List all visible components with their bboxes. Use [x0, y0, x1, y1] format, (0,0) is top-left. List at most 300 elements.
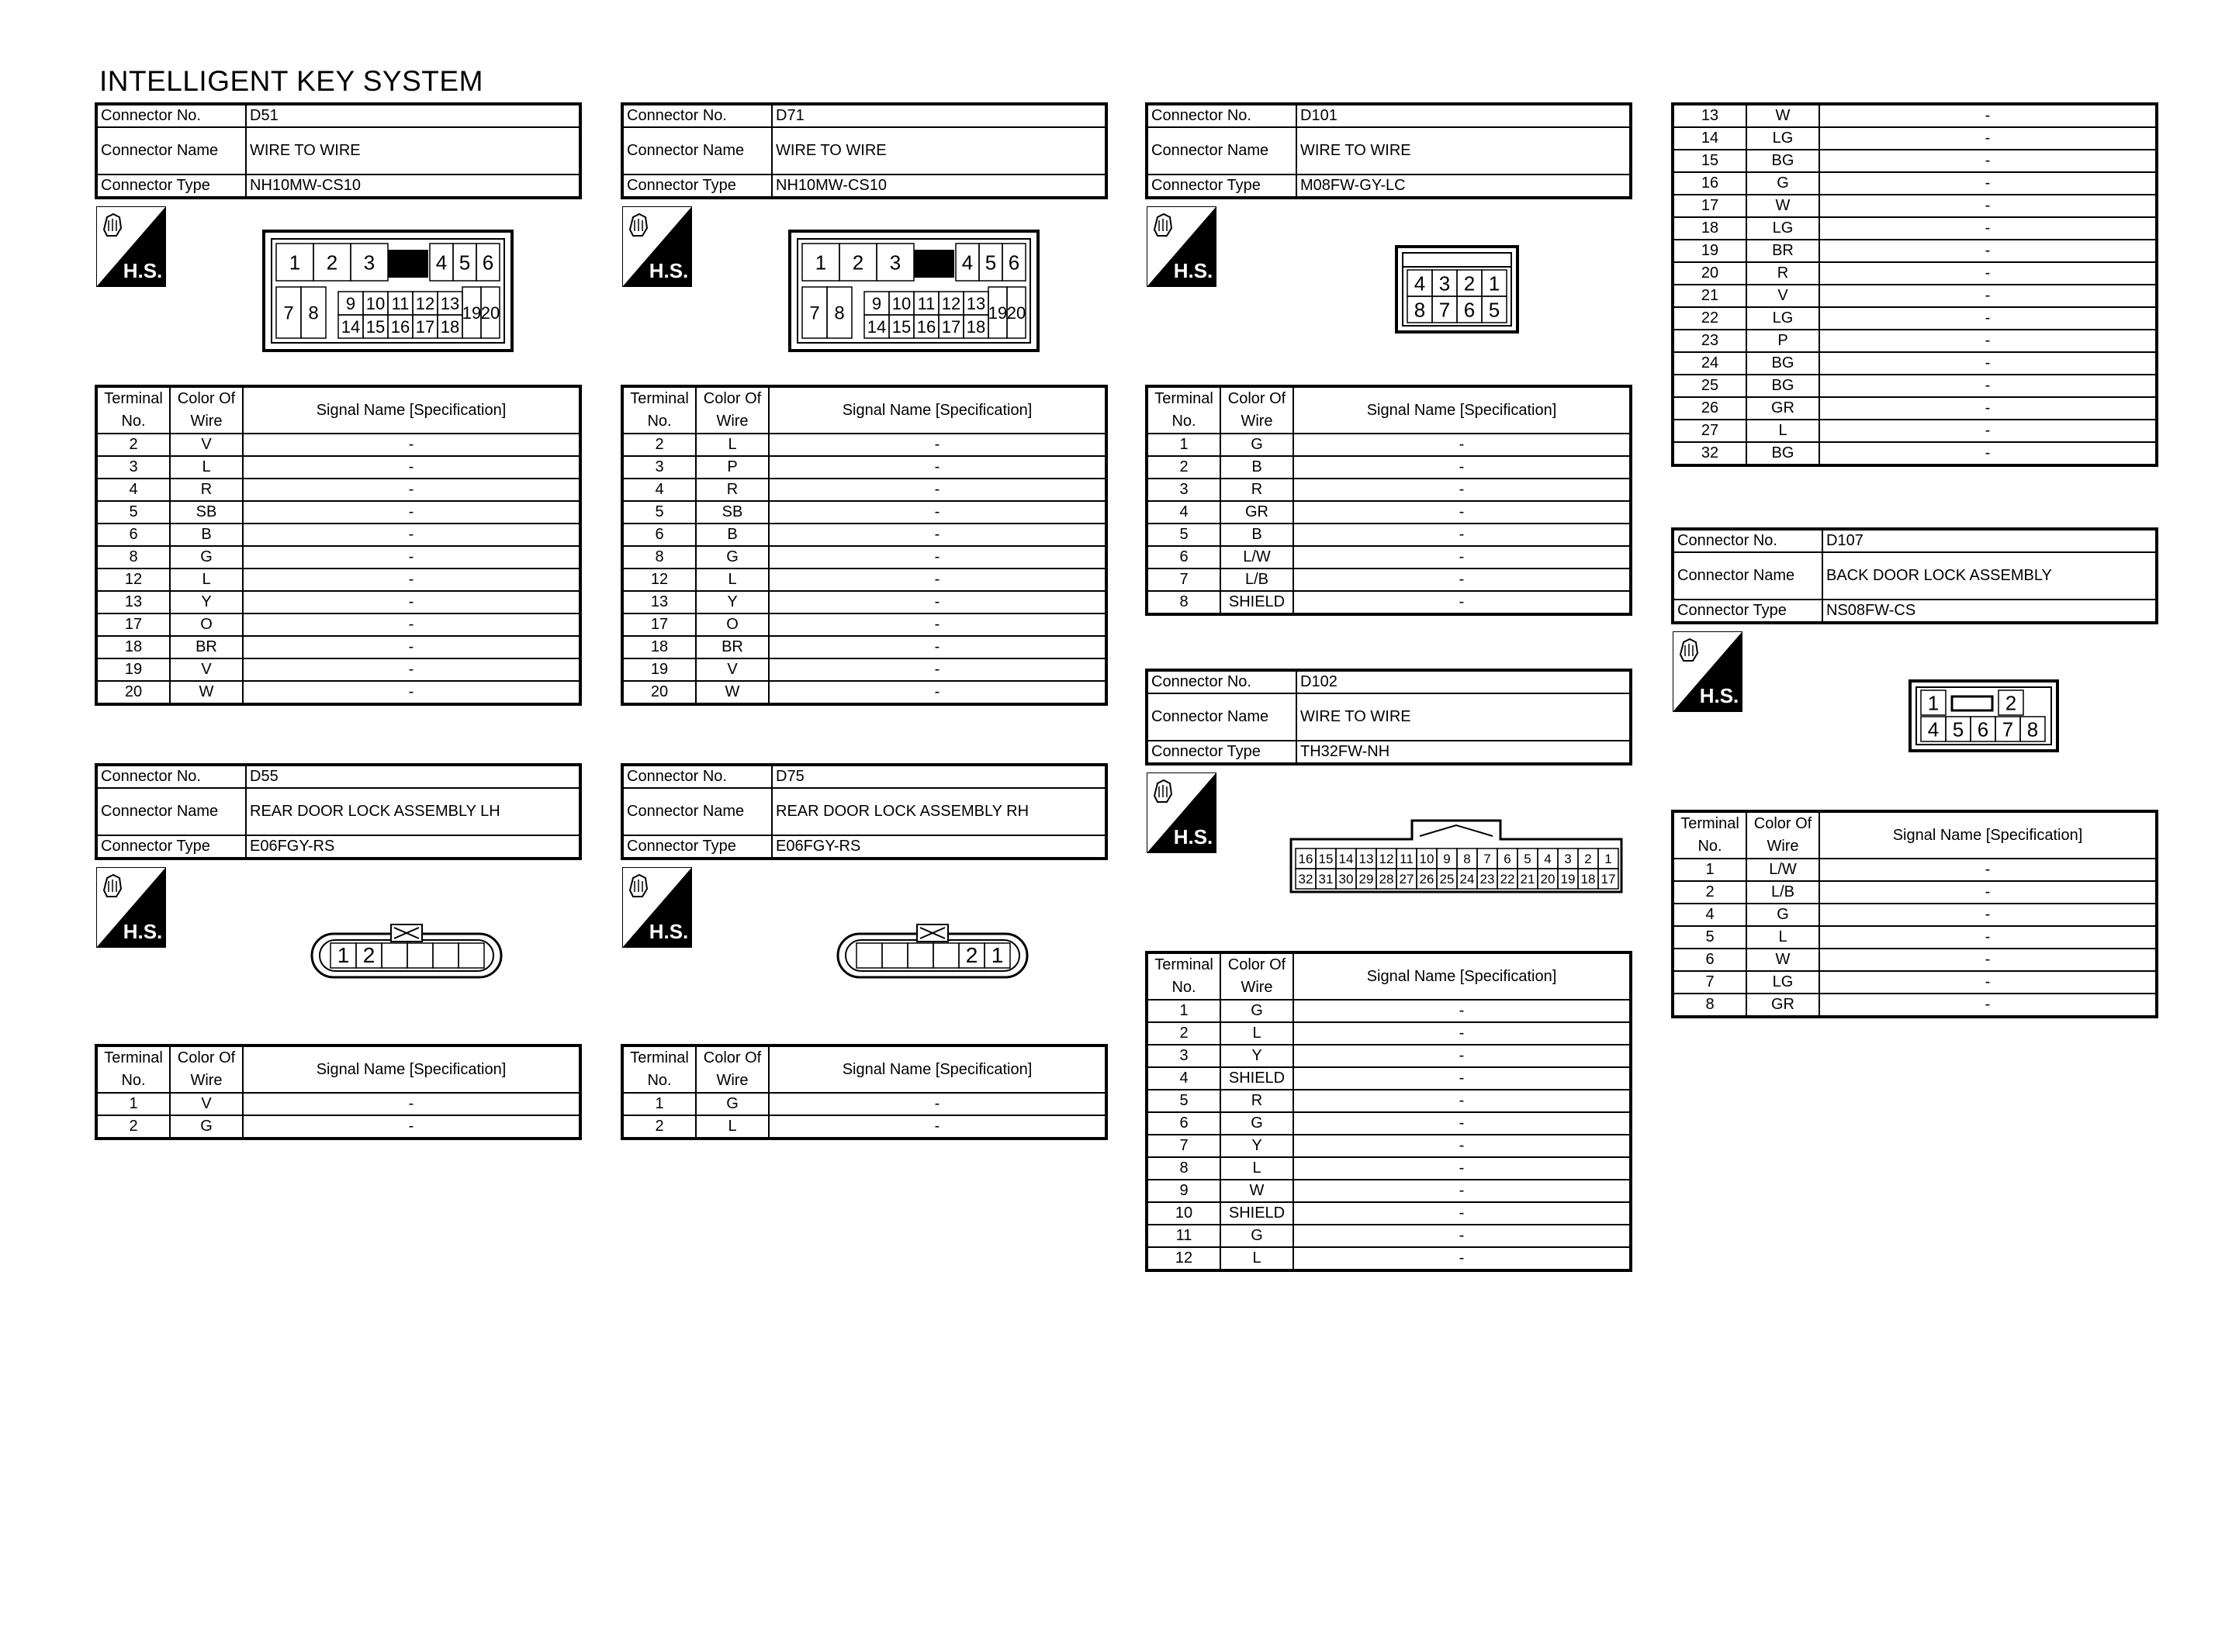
pin-number: 32 — [1298, 872, 1313, 887]
signal-cell: - — [1293, 434, 1631, 456]
signal-cell: - — [1819, 352, 2157, 375]
wire-color-cell: L — [696, 1115, 769, 1139]
wire-color-cell: GR — [1746, 397, 1819, 420]
wire-color-cell: L — [1220, 1022, 1293, 1045]
terminal-cell: 16 — [1673, 172, 1746, 195]
signal-cell: - — [1293, 1180, 1631, 1202]
table-row — [622, 546, 1106, 569]
terminal-cell: 6 — [1673, 949, 1746, 971]
wire-color-cell: B — [696, 524, 769, 546]
wire-color-cell: L — [1746, 926, 1819, 949]
signal-cell: - — [1819, 904, 2157, 926]
wire-color-cell: P — [696, 456, 769, 479]
table-row — [1673, 949, 2157, 971]
table-row — [96, 636, 580, 658]
pin-number: 7 — [809, 302, 820, 324]
pin-number: 16 — [390, 316, 410, 337]
terminal-table-d51 — [95, 385, 582, 706]
hs-label: H.S. — [649, 920, 689, 943]
signal-cell: - — [1819, 262, 2157, 285]
connector-no-label: Connector No. — [96, 104, 246, 127]
connector-info-d107 — [1671, 527, 2158, 624]
table-row — [1147, 479, 1631, 501]
wire-color-cell: L/W — [1746, 859, 1819, 881]
wire-color-cell: G — [696, 546, 769, 569]
signal-cell: - — [1293, 1135, 1631, 1157]
signal-cell: - — [1819, 240, 2157, 262]
signal-cell: - — [1819, 195, 2157, 217]
table-row — [622, 1093, 1106, 1115]
terminal-table-d101 — [1145, 385, 1632, 616]
signal-cell: - — [769, 1093, 1106, 1115]
connector-no-value: D71 — [772, 104, 1106, 127]
connector-type-value: NH10MW-CS10 — [772, 175, 1106, 198]
table-row — [622, 434, 1106, 456]
signal-cell: - — [1293, 1022, 1631, 1045]
pin-number: 2 — [362, 943, 375, 967]
table-row — [622, 681, 1106, 704]
pin-number: 5 — [459, 251, 471, 275]
pin-number: 9 — [345, 293, 356, 313]
hs-label: H.S. — [123, 920, 163, 943]
pin-number: 14 — [867, 316, 887, 337]
signal-header: Signal Name [Specification] — [1819, 811, 2157, 859]
wire-color-cell: L — [696, 569, 769, 591]
wire-color-cell: Y — [696, 591, 769, 613]
pin-number: 20 — [480, 302, 500, 323]
wire-color-cell: L/W — [1220, 546, 1293, 569]
wire-color-cell: W — [1746, 195, 1819, 217]
pin-number: 4 — [1927, 717, 1940, 741]
pin-number: 4 — [1544, 852, 1552, 867]
wire-color-cell: L — [696, 434, 769, 456]
table-row — [1147, 1067, 1631, 1090]
signal-cell: - — [243, 591, 580, 613]
pin-number: 12 — [415, 293, 435, 313]
table-row — [96, 569, 580, 591]
terminal-cell: 18 — [622, 636, 696, 658]
wire-color-cell: G — [1220, 434, 1293, 456]
connector-info-d101 — [1145, 102, 1632, 199]
signal-cell: - — [769, 1115, 1106, 1139]
terminal-cell: 27 — [1673, 420, 1746, 442]
color-header: Color Of Wire — [696, 386, 769, 434]
terminal-cell: 3 — [1147, 1045, 1220, 1067]
color-header: Color Of Wire — [696, 1045, 769, 1093]
signal-cell: - — [1819, 285, 2157, 307]
wire-color-cell: G — [170, 546, 243, 569]
signal-cell: - — [1293, 546, 1631, 569]
wire-color-cell: R — [1220, 1090, 1293, 1112]
terminal-table-d102 — [1145, 951, 1632, 1272]
wire-color-cell: GR — [1746, 994, 1819, 1017]
table-row — [1673, 262, 2157, 285]
connector-type-label: Connector Type — [1147, 175, 1296, 198]
terminal-cell: 20 — [1673, 262, 1746, 285]
signal-cell: - — [1819, 307, 2157, 330]
pin-number: 18 — [966, 316, 986, 337]
terminal-cell: 8 — [96, 546, 170, 569]
pin-number: 18 — [1580, 872, 1596, 887]
pin-number: 4 — [1414, 271, 1426, 295]
wire-color-cell: G — [170, 1115, 243, 1139]
terminal-cell: 13 — [622, 591, 696, 613]
pin-number: 10 — [891, 293, 912, 313]
signal-cell: - — [1293, 1112, 1631, 1135]
terminal-cell: 23 — [1673, 330, 1746, 352]
wire-color-cell: B — [1220, 524, 1293, 546]
table-row — [1147, 1135, 1631, 1157]
signal-cell: - — [769, 501, 1106, 524]
signal-cell: - — [769, 479, 1106, 501]
table-row — [96, 591, 580, 613]
terminal-cell: 2 — [622, 434, 696, 456]
key-block — [388, 250, 428, 278]
pin-number: 20 — [1540, 872, 1556, 887]
signal-header: Signal Name [Specification] — [1293, 952, 1631, 1000]
pin-number: 6 — [1504, 852, 1511, 867]
pin-number: 8 — [308, 302, 319, 324]
connector-name-value: WIRE TO WIRE — [1296, 693, 1631, 741]
table-row — [96, 1093, 580, 1115]
pin-number: 2 — [1584, 852, 1592, 867]
wire-color-cell: L/B — [1220, 569, 1293, 591]
harness-side-icon — [1147, 206, 1216, 287]
wire-color-cell: W — [1220, 1180, 1293, 1202]
table-row — [1673, 971, 2157, 994]
terminal-cell: 4 — [1147, 1067, 1220, 1090]
terminal-cell: 9 — [1147, 1180, 1220, 1202]
terminal-cell: 6 — [1147, 1112, 1220, 1135]
wire-color-cell: SHIELD — [1220, 591, 1293, 614]
connector-info-d55 — [95, 763, 582, 860]
connector-type-value: NH10MW-CS10 — [246, 175, 580, 198]
signal-header: Signal Name [Specification] — [243, 386, 580, 434]
terminal-cell: 2 — [96, 1115, 170, 1139]
pin-number: 19 — [1560, 872, 1576, 887]
color-header: Color Of Wire — [170, 386, 243, 434]
pin-number: 1 — [1488, 271, 1500, 295]
table-row — [1147, 1045, 1631, 1067]
terminal-cell: 22 — [1673, 307, 1746, 330]
terminal-cell: 15 — [1673, 150, 1746, 172]
terminal-cell: 1 — [1147, 1000, 1220, 1022]
pin-number: 8 — [1414, 298, 1426, 322]
table-row — [1673, 420, 2157, 442]
table-row — [1673, 442, 2157, 465]
wire-color-cell: W — [1746, 104, 1819, 127]
wire-color-cell: G — [696, 1093, 769, 1115]
terminal-cell: 3 — [622, 456, 696, 479]
terminal-cell: 12 — [96, 569, 170, 591]
terminal-cell: 13 — [1673, 104, 1746, 127]
connector-diagram-d75 — [836, 920, 1029, 979]
wire-color-cell: BR — [170, 636, 243, 658]
signal-cell: - — [1293, 1000, 1631, 1022]
table-row — [1147, 1112, 1631, 1135]
connector-info-d51 — [95, 102, 582, 199]
terminal-cell: 14 — [1673, 127, 1746, 150]
pin-number: 7 — [1438, 298, 1451, 322]
signal-cell: - — [243, 636, 580, 658]
pin-number: 3 — [1438, 271, 1451, 295]
table-row — [1673, 881, 2157, 904]
table-row — [1673, 104, 2157, 127]
signal-cell: - — [1819, 127, 2157, 150]
signal-cell: - — [243, 681, 580, 704]
table-row — [1147, 456, 1631, 479]
terminal-table-d71 — [621, 385, 1108, 706]
table-row — [1147, 1225, 1631, 1247]
terminal-cell: 2 — [1147, 1022, 1220, 1045]
pin-number: 17 — [941, 316, 961, 337]
pin-number: 24 — [1459, 872, 1475, 887]
wire-color-cell: O — [170, 613, 243, 636]
wire-color-cell: B — [170, 524, 243, 546]
terminal-cell: 5 — [1147, 524, 1220, 546]
table-row — [96, 613, 580, 636]
harness-side-icon — [622, 867, 692, 948]
table-row — [1673, 285, 2157, 307]
table-row — [1673, 375, 2157, 397]
pin-number: 1 — [1927, 691, 1940, 715]
connector-no-value: D55 — [246, 765, 580, 788]
pin-cell — [933, 943, 959, 968]
pin-number: 16 — [916, 316, 936, 337]
terminal-table-d55 — [95, 1044, 582, 1140]
wire-color-cell: LG — [1746, 307, 1819, 330]
terminal-cell: 17 — [622, 613, 696, 636]
table-row — [1673, 926, 2157, 949]
pin-cell — [459, 943, 484, 968]
terminal-cell: 3 — [1147, 479, 1220, 501]
pin-number: 13 — [1358, 852, 1374, 867]
wire-color-cell: LG — [1746, 127, 1819, 150]
terminal-cell: 18 — [1673, 217, 1746, 240]
signal-cell: - — [243, 524, 580, 546]
terminal-cell: 25 — [1673, 375, 1746, 397]
terminal-table-d102-continued — [1671, 102, 2158, 467]
terminal-cell: 6 — [96, 524, 170, 546]
pin-cell — [908, 943, 933, 968]
wire-color-cell: L — [1220, 1157, 1293, 1180]
signal-cell: - — [1819, 172, 2157, 195]
pin-number: 10 — [365, 293, 386, 313]
table-row — [622, 658, 1106, 681]
table-row — [96, 524, 580, 546]
terminal-cell: 19 — [96, 658, 170, 681]
pin-number: 27 — [1399, 872, 1414, 887]
connector-name-label: Connector Name — [1673, 552, 1822, 600]
table-row — [1673, 904, 2157, 926]
wire-color-cell: R — [1746, 262, 1819, 285]
signal-cell: - — [769, 569, 1106, 591]
pin-number: 17 — [1601, 872, 1616, 887]
pin-number: 3 — [889, 251, 901, 275]
table-row — [96, 681, 580, 704]
signal-cell: - — [243, 1115, 580, 1139]
table-row — [1673, 195, 2157, 217]
signal-header: Signal Name [Specification] — [243, 1045, 580, 1093]
terminal-cell: 24 — [1673, 352, 1746, 375]
terminal-cell: 7 — [1673, 971, 1746, 994]
pin-number: 30 — [1338, 872, 1354, 887]
signal-cell: - — [1293, 524, 1631, 546]
pin-number: 12 — [941, 293, 961, 313]
connector-name-label: Connector Name — [1147, 127, 1296, 175]
connector-name-label: Connector Name — [622, 788, 772, 835]
wire-color-cell: BG — [1746, 352, 1819, 375]
terminal-cell: 2 — [96, 434, 170, 456]
signal-cell: - — [1293, 1090, 1631, 1112]
terminal-cell: 2 — [1673, 881, 1746, 904]
pin-number: 11 — [391, 293, 410, 313]
pin-number: 28 — [1379, 872, 1394, 887]
signal-cell: - — [243, 456, 580, 479]
table-row — [622, 456, 1106, 479]
wire-color-cell: L/B — [1746, 881, 1819, 904]
connector-name-value: WIRE TO WIRE — [1296, 127, 1631, 175]
pin-number: 4 — [435, 251, 448, 275]
connector-name-value: WIRE TO WIRE — [246, 127, 580, 175]
connector-no-label: Connector No. — [1673, 529, 1822, 552]
table-row — [1673, 172, 2157, 195]
connector-type-label: Connector Type — [622, 835, 772, 859]
pin-cell — [433, 943, 459, 968]
terminal-cell: 12 — [1147, 1247, 1220, 1270]
table-row — [96, 546, 580, 569]
terminal-cell: 4 — [96, 479, 170, 501]
terminal-cell: 20 — [622, 681, 696, 704]
connector-type-value: TH32FW-NH — [1296, 741, 1631, 764]
table-row — [96, 479, 580, 501]
table-row — [1147, 591, 1631, 614]
signal-cell: - — [1293, 569, 1631, 591]
pin-number: 1 — [289, 251, 301, 275]
pin-number: 1 — [337, 943, 350, 967]
wire-color-cell: BR — [1746, 240, 1819, 262]
connector-no-label: Connector No. — [1147, 104, 1296, 127]
table-row — [1673, 217, 2157, 240]
table-row — [1147, 1202, 1631, 1225]
terminal-table-d75 — [621, 1044, 1108, 1140]
connector-type-label: Connector Type — [622, 175, 772, 198]
connector-no-value: D75 — [772, 765, 1106, 788]
table-row — [1147, 434, 1631, 456]
connector-diagram-d71 — [788, 230, 1040, 352]
table-row — [1147, 1090, 1631, 1112]
connector-name-value: REAR DOOR LOCK ASSEMBLY LH — [246, 788, 580, 835]
connector-name-value: BACK DOOR LOCK ASSEMBLY — [1822, 552, 2157, 600]
pin-number: 2 — [2005, 691, 2017, 715]
terminal-cell: 4 — [622, 479, 696, 501]
connector-type-value: M08FW-GY-LC — [1296, 175, 1631, 198]
wire-color-cell: L — [170, 456, 243, 479]
signal-cell: - — [243, 613, 580, 636]
signal-cell: - — [1819, 397, 2157, 420]
pin-number: 1 — [815, 251, 827, 275]
signal-cell: - — [1819, 949, 2157, 971]
signal-cell: - — [243, 546, 580, 569]
pin-cell — [407, 943, 433, 968]
pin-number: 29 — [1358, 872, 1374, 887]
terminal-cell: 7 — [1147, 569, 1220, 591]
signal-cell: - — [1819, 217, 2157, 240]
connector-diagram-d107 — [1909, 679, 2059, 752]
terminal-cell: 5 — [96, 501, 170, 524]
pin-number: 7 — [283, 302, 294, 324]
terminal-cell: 12 — [622, 569, 696, 591]
pin-number: 25 — [1439, 872, 1455, 887]
wire-color-cell: BR — [696, 636, 769, 658]
signal-cell: - — [243, 501, 580, 524]
signal-cell: - — [1293, 591, 1631, 614]
connector-type-label: Connector Type — [1147, 741, 1296, 764]
pin-number: 7 — [1483, 852, 1491, 867]
table-row — [1147, 1247, 1631, 1270]
connector-name-value: REAR DOOR LOCK ASSEMBLY RH — [772, 788, 1106, 835]
connector-no-value: D51 — [246, 104, 580, 127]
pin-number: 2 — [965, 943, 978, 967]
color-header: Color Of Wire — [1220, 952, 1293, 1000]
pin-number: 8 — [1463, 852, 1471, 867]
connector-name-label: Connector Name — [622, 127, 772, 175]
table-row — [622, 1115, 1106, 1139]
connector-type-value: NS08FW-CS — [1822, 600, 2157, 623]
pin-number: 16 — [1298, 852, 1313, 867]
harness-side-icon — [1673, 631, 1742, 712]
table-row — [1147, 569, 1631, 591]
signal-cell: - — [243, 1093, 580, 1115]
connector-name-label: Connector Name — [96, 788, 246, 835]
wire-color-cell: SB — [170, 501, 243, 524]
wire-color-cell: R — [170, 479, 243, 501]
signal-cell: - — [1819, 330, 2157, 352]
pin-cell — [856, 943, 882, 968]
signal-cell: - — [769, 524, 1106, 546]
table-row — [1147, 546, 1631, 569]
pin-cell — [382, 943, 407, 968]
pin-number: 10 — [1419, 852, 1434, 867]
connector-no-label: Connector No. — [622, 104, 772, 127]
wire-color-cell: Y — [1220, 1135, 1293, 1157]
wire-color-cell: V — [170, 1093, 243, 1115]
connector-diagram-d55 — [310, 920, 503, 979]
table-row — [1147, 1022, 1631, 1045]
signal-cell: - — [1819, 375, 2157, 397]
wire-color-cell: L — [1746, 420, 1819, 442]
terminal-cell: 4 — [1147, 501, 1220, 524]
terminal-cell: 6 — [1147, 546, 1220, 569]
terminal-cell: 26 — [1673, 397, 1746, 420]
signal-cell: - — [769, 546, 1106, 569]
pin-number: 4 — [961, 251, 974, 275]
wire-color-cell: GR — [1220, 501, 1293, 524]
pin-number: 9 — [1443, 852, 1451, 867]
connector-type-label: Connector Type — [96, 835, 246, 859]
hs-label: H.S. — [123, 259, 163, 282]
pin-number: 13 — [440, 293, 460, 313]
pin-number: 7 — [2002, 717, 2014, 741]
terminal-cell: 20 — [96, 681, 170, 704]
harness-side-icon — [622, 206, 692, 287]
wire-color-cell: V — [170, 434, 243, 456]
terminal-cell: 5 — [1147, 1090, 1220, 1112]
latch-slot — [1952, 696, 1992, 710]
wire-color-cell: G — [1220, 1000, 1293, 1022]
table-row — [96, 1115, 580, 1139]
pin-cell — [882, 943, 908, 968]
